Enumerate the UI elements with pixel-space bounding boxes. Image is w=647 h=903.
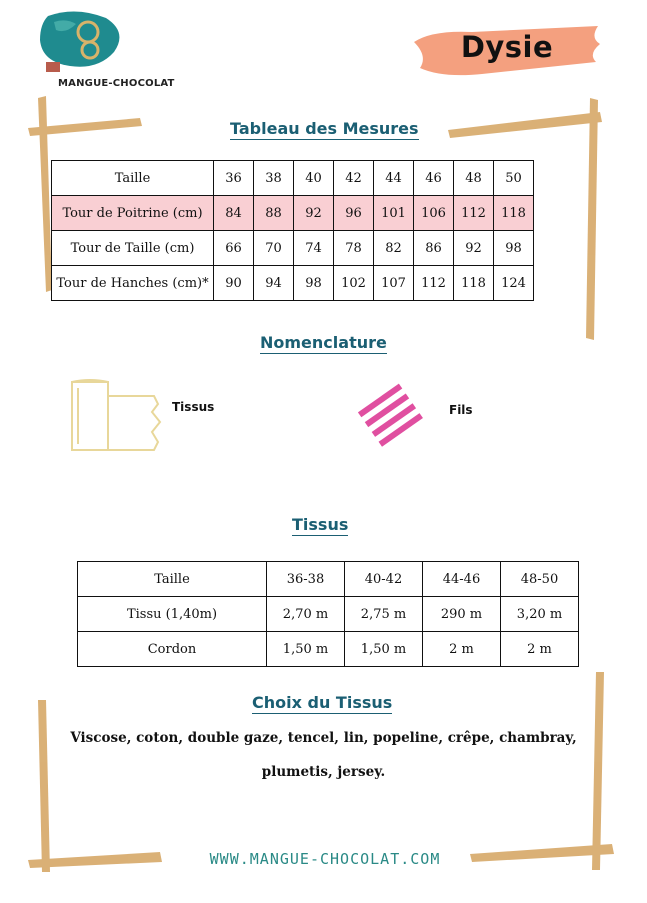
fabric-table [77, 561, 579, 667]
table-cell: 86 [414, 231, 454, 266]
table-cell: 94 [254, 266, 294, 301]
table-cell: 102 [334, 266, 374, 301]
table-row [52, 266, 534, 301]
table-cell: 1,50 m [345, 632, 423, 667]
table-cell: Taille [78, 562, 267, 597]
table-cell: 118 [454, 266, 494, 301]
table-row [78, 562, 579, 597]
table-row [52, 161, 534, 196]
table-cell: 118 [494, 196, 534, 231]
fabric-choice-line-1: Viscose, coton, double gaze, tencel, lin, popeline, crêpe, chambray, [70, 730, 577, 746]
table-cell: 78 [334, 231, 374, 266]
measurements-table [51, 160, 534, 301]
table-cell: 2 m [423, 632, 501, 667]
website-link[interactable]: WWW.MANGUE-CHOCOLAT.COM [209, 850, 441, 868]
table-cell: 36 [214, 161, 254, 196]
table-cell: 92 [454, 231, 494, 266]
section-heading-fabric: Tissus [292, 515, 349, 534]
table-cell: Tour de Poitrine (cm) [52, 196, 214, 231]
table-cell: Tour de Taille (cm) [52, 231, 214, 266]
table-cell: 40-42 [345, 562, 423, 597]
table-cell: 38 [254, 161, 294, 196]
table-cell: Cordon [78, 632, 267, 667]
table-cell: 290 m [423, 597, 501, 632]
section-heading-nomenclature: Nomenclature [260, 333, 387, 352]
table-cell: 40 [294, 161, 334, 196]
table-row [78, 632, 579, 667]
brand-logo-icon [36, 8, 126, 72]
table-cell: 2,70 m [267, 597, 345, 632]
table-cell: 36-38 [267, 562, 345, 597]
table-cell: 82 [374, 231, 414, 266]
table-cell: 90 [214, 266, 254, 301]
pattern-title: Dysie [460, 30, 554, 64]
table-cell: 96 [334, 196, 374, 231]
table-row [78, 597, 579, 632]
fabric-choice-line-2: plumetis, jersey. [261, 764, 386, 780]
table-cell: 44 [374, 161, 414, 196]
table-cell: 48 [454, 161, 494, 196]
table-cell: 44-46 [423, 562, 501, 597]
table-cell: 74 [294, 231, 334, 266]
table-cell: 92 [294, 196, 334, 231]
fabric-roll-icon [66, 378, 166, 456]
table-cell: 3,20 m [501, 597, 579, 632]
table-cell: Taille [52, 161, 214, 196]
table-cell: 106 [414, 196, 454, 231]
table-cell: Tour de Hanches (cm)* [52, 266, 214, 301]
table-cell: 112 [414, 266, 454, 301]
table-cell: 50 [494, 161, 534, 196]
section-heading-fabric-choice: Choix du Tissus [252, 693, 393, 712]
legend-fabric-label: Tissus [172, 400, 215, 414]
table-cell: 42 [334, 161, 374, 196]
table-cell: 88 [254, 196, 294, 231]
brand-name: MANGUE-CHOCOLAT [58, 78, 175, 89]
table-cell: 46 [414, 161, 454, 196]
table-cell: 2,75 m [345, 597, 423, 632]
thread-spool-icon [352, 380, 430, 452]
table-cell: 66 [214, 231, 254, 266]
table-cell: 107 [374, 266, 414, 301]
table-cell: 124 [494, 266, 534, 301]
table-cell: 101 [374, 196, 414, 231]
table-cell: 84 [214, 196, 254, 231]
table-row [52, 196, 534, 231]
table-cell: 2 m [501, 632, 579, 667]
table-cell: 48-50 [501, 562, 579, 597]
table-cell: 98 [294, 266, 334, 301]
legend-thread-label: Fils [449, 403, 473, 417]
table-cell: 112 [454, 196, 494, 231]
table-cell: 70 [254, 231, 294, 266]
table-row [52, 231, 534, 266]
table-cell: 98 [494, 231, 534, 266]
table-cell: Tissu (1,40m) [78, 597, 267, 632]
section-heading-measurements: Tableau des Mesures [230, 119, 419, 138]
table-cell: 1,50 m [267, 632, 345, 667]
